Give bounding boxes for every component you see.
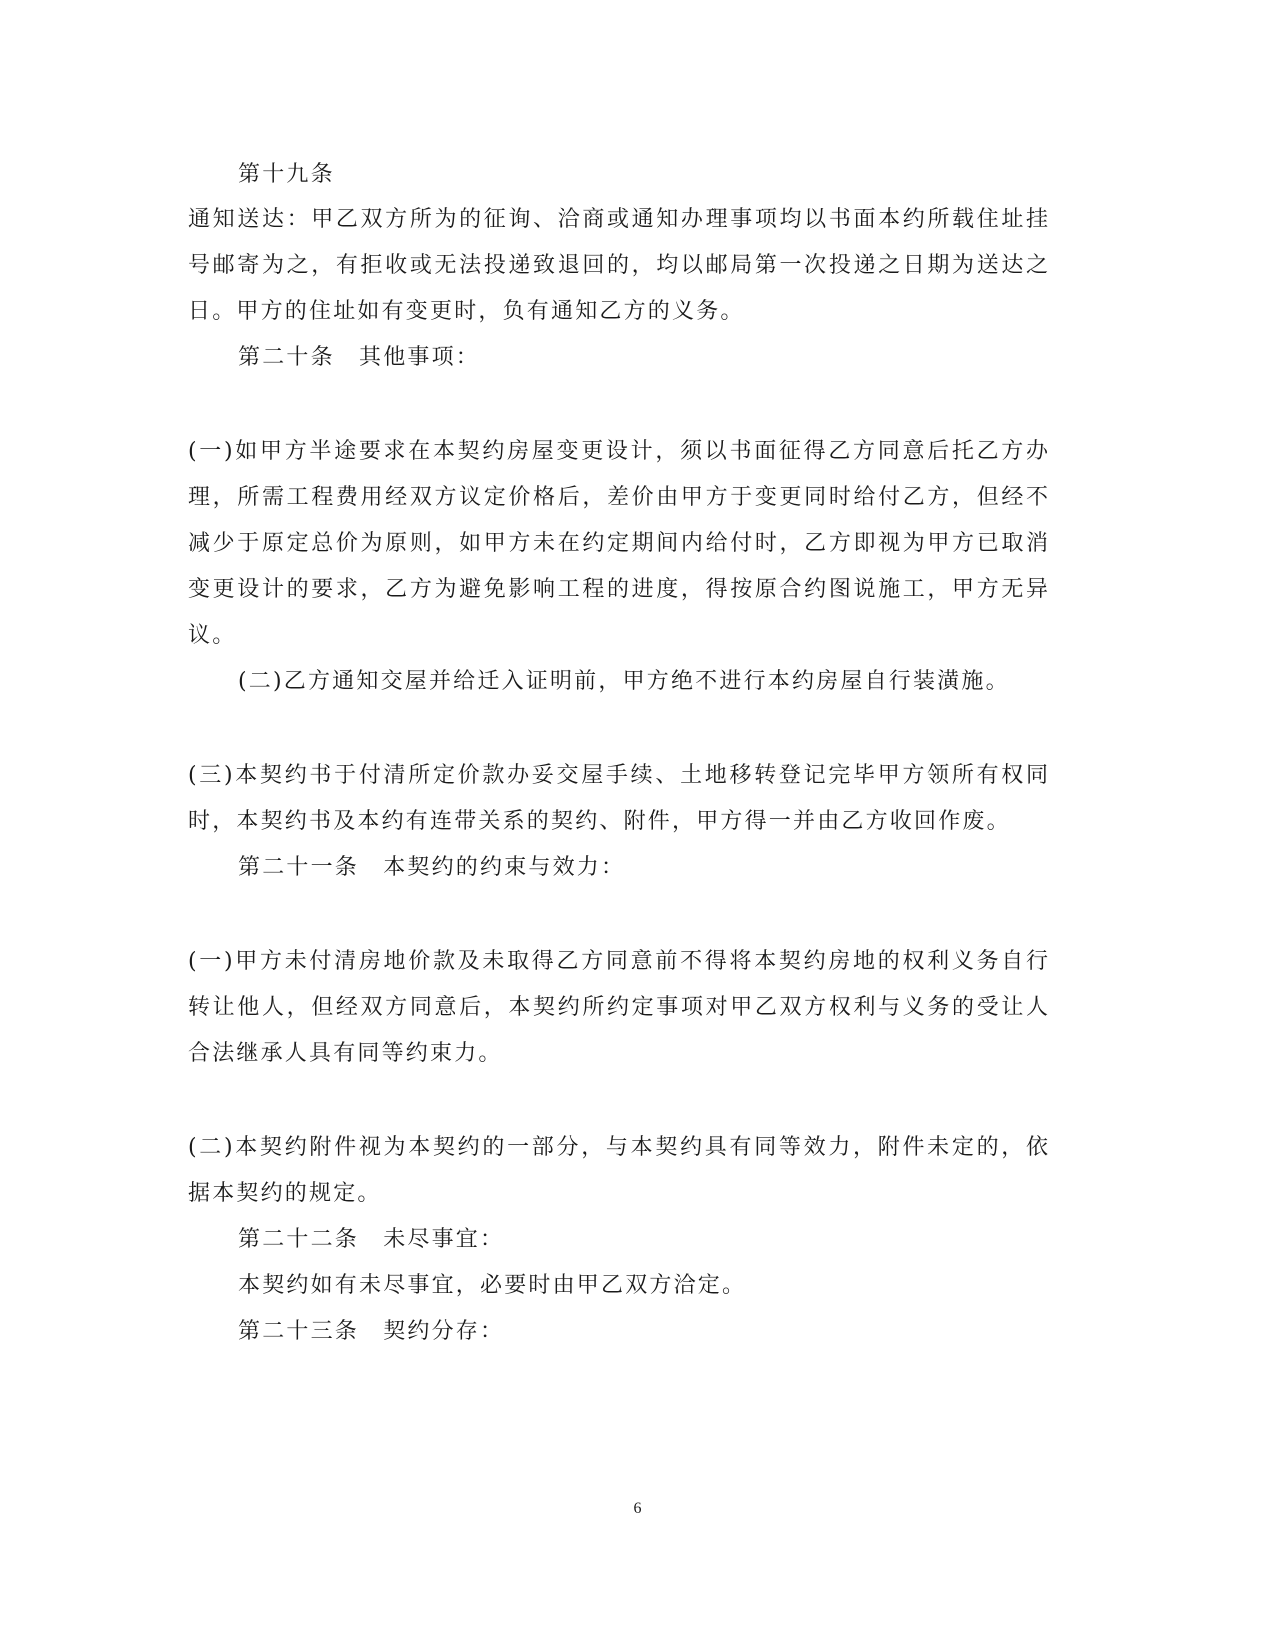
article-20-item-2: (二)乙方通知交屋并给迁入证明前，甲方绝不进行本约房屋自行装潢施。	[238, 669, 1010, 694]
article-21-item-1-line-1: (一)甲方未付清房地价款及未取得乙方同意前不得将本契约房地的权利义务自行	[188, 949, 1048, 974]
article-19-line-1: 通知送达：甲乙双方所为的征询、洽商或通知办理事项均以书面本约所载住址挂	[188, 207, 1048, 232]
article-21-heading: 第二十一条 本契约的约束与效力：	[238, 855, 626, 880]
article-19-line-3: 日。甲方的住址如有变更时，负有通知乙方的义务。	[188, 299, 745, 324]
article-20-item-1-line-5: 议。	[188, 623, 237, 648]
article-22-heading: 第二十二条 未尽事宜：	[238, 1227, 505, 1252]
page-number: 6	[633, 1500, 642, 1517]
article-23-heading: 第二十三条 契约分存：	[238, 1319, 505, 1344]
article-20-heading: 第二十条 其他事项：	[238, 345, 481, 370]
article-19-heading: 第十九条	[238, 162, 335, 187]
article-21-item-1-line-2: 转让他人，但经双方同意后，本契约所约定事项对甲乙双方权利与义务的受让人	[188, 995, 1048, 1020]
article-20-item-1-line-3: 减少于原定总价为原则，如甲方未在约定期间内给付时，乙方即视为甲方已取消	[188, 531, 1048, 556]
article-20-item-3-line-2: 时，本契约书及本约有连带关系的契约、附件，甲方得一并由乙方收回作废。	[188, 809, 1011, 834]
article-20-item-1-line-4: 变更设计的要求，乙方为避免影响工程的进度，得按原合约图说施工，甲方无异	[188, 577, 1048, 602]
article-20-item-3-line-1: (三)本契约书于付清所定价款办妥交屋手续、土地移转登记完毕甲方领所有权同	[188, 763, 1048, 788]
article-22-body: 本契约如有未尽事宜，必要时由甲乙双方洽定。	[238, 1273, 747, 1298]
article-21-item-2-line-2: 据本契约的规定。	[188, 1181, 382, 1206]
article-21-item-2-line-1: (二)本契约附件视为本契约的一部分，与本契约具有同等效力，附件未定的，依	[188, 1135, 1048, 1160]
article-20-item-1-line-2: 理，所需工程费用经双方议定价格后，差价由甲方于变更同时给付乙方，但经不	[188, 485, 1048, 510]
article-19-line-2: 号邮寄为之，有拒收或无法投递致退回的，均以邮局第一次投递之日期为送达之	[188, 253, 1048, 278]
article-21-item-1-line-3: 合法继承人具有同等约束力。	[188, 1041, 503, 1066]
article-20-item-1-line-1: (一)如甲方半途要求在本契约房屋变更设计，须以书面征得乙方同意后托乙方办	[188, 439, 1048, 464]
